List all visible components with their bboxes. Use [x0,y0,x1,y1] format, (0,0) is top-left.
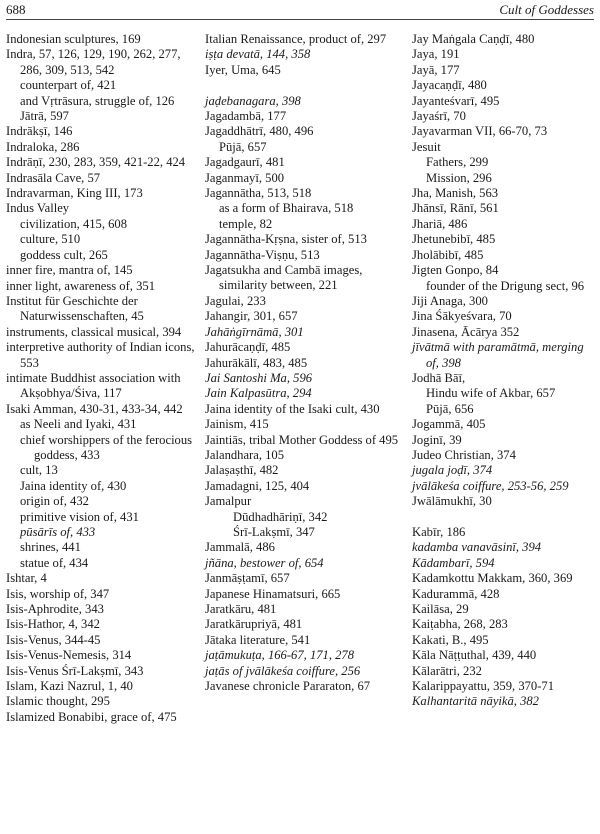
index-entry: Jamadagni, 125, 404 [205,478,310,493]
index-entry: intimate Buddhist association with Akṣobhya/Śiva, 117 [6,370,181,401]
index-subentry: temple, 82 [219,216,273,231]
index-entry: Jwālāmukhī, 30 [412,494,492,509]
index-entry: Jalaṣaṣthī, 482 [205,463,279,478]
index-entry: Isis-Venus-Nemesis, 314 [6,648,132,663]
index-entry: Jahurākālī, 483, 485 [205,355,308,370]
index-entry: Jātaka literature, 541 [205,632,311,647]
index-entry: Kailāsa, 29 [412,602,469,617]
index-entry: Jahurācaṇḍī, 485 [205,340,291,355]
index-entry: Jaya, 191 [412,47,460,62]
index-subentry: chief worshippers of the ferocious goddess, 433 [20,432,193,462]
index-entry: kadamba vanavāsinī, 394 [412,540,542,555]
index-entry: instruments, classical musical, 394 [6,324,182,339]
index-entry: Kakati, B., 495 [412,632,489,647]
index-entry: Jayacaṇḍī, 480 [412,78,487,93]
index-entry: Japanese Hinamatsuri, 665 [205,586,341,601]
index-entry: Jhariā, 486 [412,216,468,231]
page-header [6,1,594,20]
index-entry: Jagannātha-Kṛṣna, sister of, 513 [205,232,367,247]
index-entry: Indrākṣī, 146 [6,124,73,139]
index-subentry: Jaina identity of, 430 [20,478,127,493]
index-entry: Jaratkāru, 481 [205,602,277,617]
index-entry: Kalarippayattu, 359, 370-71 [412,679,554,694]
index-subentry: cult, 13 [20,463,58,478]
index-entry: Isis-Venus Śrī-Lakṣmī, 343 [6,663,144,678]
index-column-3 [412,32,596,710]
index-subentry: goddess cult, 265 [20,247,108,262]
index-entry: Jaganmayī, 500 [205,170,285,185]
index-entry: Janmāṣṭamī, 657 [205,571,290,586]
index-entry: Indraloka, 286 [6,139,80,154]
index-entry: jaḍebanagara, 398 [205,93,301,108]
index-entry: Joginī, 39 [412,432,462,447]
index-subentry: Fathers, 299 [426,155,489,170]
index-entry: Jalandhara, 105 [205,447,285,462]
index-entry: Islamic thought, 295 [6,694,110,709]
index-entry: Isis-Venus, 344-45 [6,632,101,647]
index-entry: Jha, Manish, 563 [412,186,499,201]
index-entry: iṣṭa devatā, 144, 358 [205,47,311,62]
index-subentry: pūsārīs of, 433 [20,525,96,539]
index-entry: Kadamkottu Makkam, 360, 369 [412,571,573,586]
index-entry: Jagaddhātrī, 480, 496 [205,124,314,139]
index-entry: Italian Renaissance, product of, 297 [205,32,387,46]
index-entry: Islam, Kazi Nazrul, 1, 40 [6,679,133,694]
index-entry: Jamalpur [205,494,252,509]
index-subentry: Jātrā, 597 [20,109,69,124]
index-entry: Jhetunebibī, 485 [412,232,496,247]
index-entry: Kabīr, 186 [412,524,466,539]
index-entry: jugala joḍī, 374 [412,463,493,478]
index-entry: Indrasāla Cave, 57 [6,170,101,185]
index-subentry: culture, 510 [20,232,81,247]
index-entry: Jhānsī, Rānī, 561 [412,201,499,216]
index-entry: Jammalā, 486 [205,540,275,555]
index-entry: Indonesian sculptures, 169 [6,32,141,46]
index-entry: jaṭās of jvālākeśa coiffure, 256 [205,663,361,678]
index-entry: Institut für Geschichte der Naturwissenschaften, 45 [6,293,144,324]
index-entry: Jogammā, 405 [412,417,486,432]
index-entry: Jigten Gonpo, 84 [412,263,499,278]
index-entry: Jaintiās, tribal Mother Goddess of 495 [205,432,399,447]
index-subentry: as a form of Bhairava, 518 [219,201,354,216]
index-entry: Jiji Anaga, 300 [412,293,488,308]
index-entry: Indra, 57, 126, 129, 190, 262, 277, 286, 309, 513, 542 [6,47,181,77]
index-entry: Isis, worship of, 347 [6,586,110,601]
index-subentry: Dūdhadhāriṇī, 342 [233,509,328,524]
index-entry: Jodhā Bāī, [412,370,466,385]
index-entry: Jayavarman VII, 66-70, 73 [412,124,548,139]
index-entry: Kādambarī, 594 [412,555,495,570]
index-entry: Indus Valley [6,201,70,216]
index-entry: jñāna, bestower of, 654 [205,555,324,570]
index-entry: Isis-Hathor, 4, 342 [6,617,100,632]
index-entry: jīvātmā with paramātmā, merging of, 398 [412,340,584,370]
index-entry: Kāla Nāṭṭuthal, 439, 440 [412,648,537,663]
section-gap [412,510,596,525]
index-subentry: Pūjā, 657 [219,139,267,154]
index-entry: Jai Santoshi Ma, 596 [205,370,313,385]
index-entry: Jagannātha-Viṣṇu, 513 [205,247,320,262]
section-gap [205,78,401,93]
index-subentry: shrines, 441 [20,540,81,555]
index-entry: Indrāṇī, 230, 283, 359, 421-22, 424 [6,155,186,170]
index-entry: Kadurammā, 428 [412,586,500,601]
index-entry: inner light, awareness of, 351 [6,278,155,293]
running-title: Cult of Goddesses [499,2,594,17]
index-subentry: founder of the Drigung sect, 96 [426,278,585,293]
index-entry: jaṭāmukuṭa, 166-67, 171, 278 [205,648,355,663]
index-entry: Indravarman, King III, 173 [6,186,143,201]
index-column-2 [205,32,401,694]
index-entry: Isaki Amman, 430-31, 433-34, 442 [6,401,183,416]
index-entry: Isis-Aphrodite, 343 [6,602,104,617]
index-entry: inner fire, mantra of, 145 [6,263,133,278]
index-entry: Javanese chronicle Pararaton, 67 [205,679,371,694]
index-entry: Jagulai, 233 [205,293,266,308]
index-entry: Jholābibī, 485 [412,247,484,262]
index-entry: Jayā, 177 [412,62,460,77]
index-entry: Jain Kalpasūtra, 294 [205,386,312,401]
index-subentry: Mission, 296 [426,170,492,185]
page-number: 688 [6,2,26,17]
index-subentry: and Vṛtrāsura, struggle of, 126 [20,93,175,108]
index-entry: Islamized Bonabibi, grace of, 475 [6,709,177,724]
index-entry: Kaiṭabha, 268, 283 [412,617,508,632]
index-entry: Jina Śākyeśvara, 70 [412,309,512,324]
index-entry: Jayanteśvarī, 495 [412,93,500,108]
index-entry: Jay Maṅgala Caṇḍī, 480 [412,32,535,46]
index-entry: Jainism, 415 [205,417,269,432]
index-subentry: primitive vision of, 431 [20,509,139,524]
index-entry: Jagadambā, 177 [205,109,287,124]
index-subentry: Pūjā, 656 [426,401,474,416]
index-subentry: counterpart of, 421 [20,78,117,93]
index-entry: Jaratkārupriyā, 481 [205,617,303,632]
index-entry: Ishtar, 4 [6,571,47,586]
index-entry: Jahāṅgīrnāmā, 301 [205,324,304,339]
index-subentry: Hindu wife of Akbar, 657 [426,386,556,401]
index-subentry: as Neeli and Iyaki, 431 [20,417,137,432]
index-subentry: Śrī-Lakṣmī, 347 [233,524,315,539]
index-entry: Iyer, Uma, 645 [205,62,281,77]
index-entry: Jagatsukha and Cambā images, similarity between, 221 [205,263,363,293]
index-entry: interpretive authority of Indian icons, 553 [6,340,195,370]
index-entry: Jagannātha, 513, 518 [205,186,312,201]
index-subentry: origin of, 432 [20,494,89,509]
index-entry: Kalhantaritā nāyikā, 382 [412,694,539,709]
index-entry: Jinasena, Ācārya 352 [412,324,520,339]
index-subentry: civilization, 415, 608 [20,216,128,231]
index-subentry: statue of, 434 [20,555,89,570]
index-entry: Jesuit [412,139,441,154]
index-entry: Judeo Christian, 374 [412,447,516,462]
index-entry: Jayaśrī, 70 [412,109,466,124]
index-column-1 [6,32,200,725]
index-entry: Jahangir, 301, 657 [205,309,298,324]
index-entry: Kālarātri, 232 [412,663,482,678]
index-entry: Jagadgaurī, 481 [205,155,285,170]
index-entry: jvālākeśa coiffure, 253-56, 259 [412,478,569,493]
index-entry: Jaina identity of the Isaki cult, 430 [205,401,380,416]
